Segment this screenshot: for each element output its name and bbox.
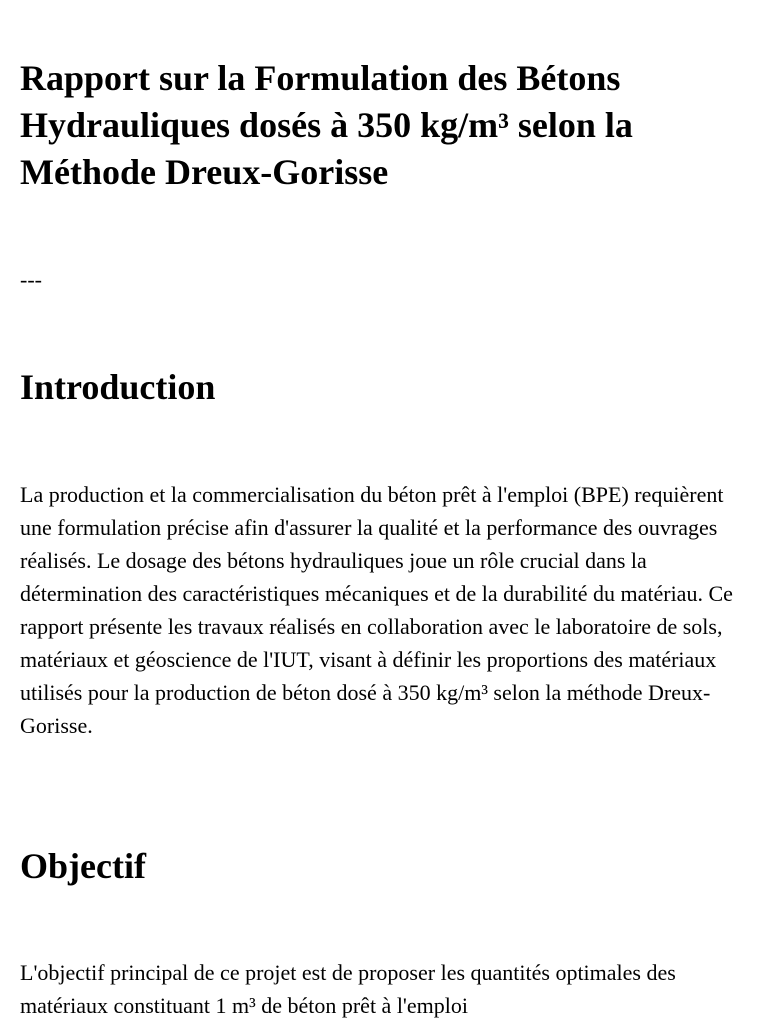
horizontal-separator: --- (20, 267, 42, 292)
section-paragraph-objectif: L'objectif principal de ce projet est de proposer les quantités optimales des matériaux constituant 1 m³ de béton prêt à l'emploi (20, 960, 676, 1018)
section-paragraph-introduction: La production et la commercialisation du béton prêt à l'emploi (BPE) requièrent une formulation précise afin d'assurer la qualité et la performance des ouvrages réalisés. Le dosage des bétons hydrauliques joue un rôle crucial dans la détermination des caractéristiques mécaniques et de la durabilité du matériau. Ce rapport présente les travaux réalisés en collaboration avec le laboratoire de sols, matériaux et géoscience de l'IUT, visant à définir les proportions des matériaux utilisés pour la production de béton dosé à 350 kg/m³ selon la méthode Dreux-Gorisse. (20, 482, 733, 738)
section-heading-introduction: Introduction (20, 367, 216, 407)
document-title: Rapport sur la Formulation des Bétons Hydrauliques dosés à 350 kg/m³ selon la Méthode Dreux-Gorisse (20, 58, 633, 192)
section-heading-objectif: Objectif (20, 846, 146, 886)
